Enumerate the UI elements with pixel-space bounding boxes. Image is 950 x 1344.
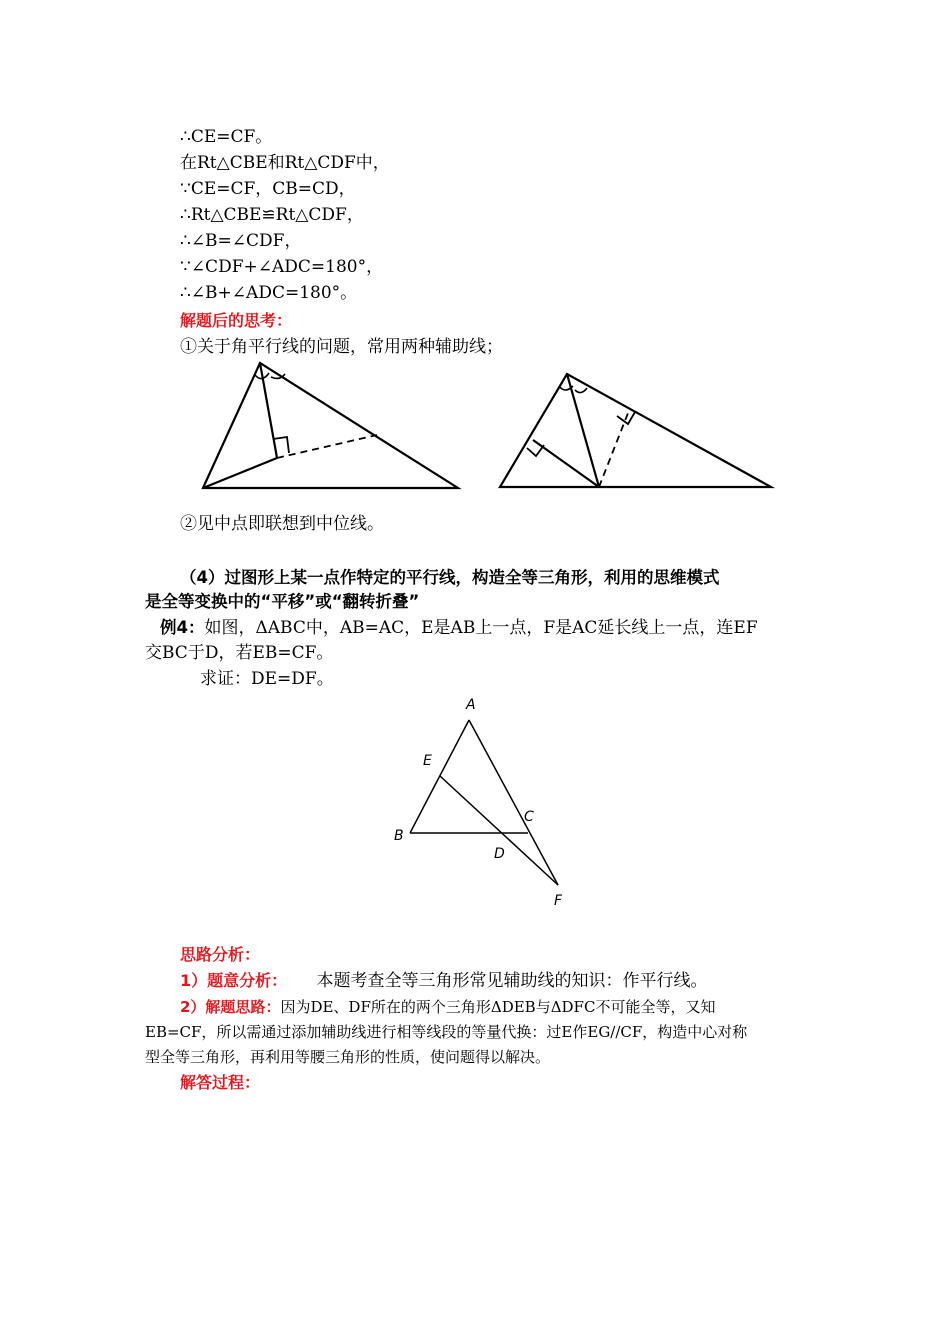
proof-line-7: ∴∠B+∠ADC=180°。 <box>180 283 358 303</box>
reflection-title: 解题后的思考： <box>180 311 293 330</box>
section-4-heading-line-2: 是全等变换中的“平移”或“翻转折叠” <box>145 592 420 611</box>
solution-title: 解答过程： <box>180 1073 261 1092</box>
example-4-line-1 <box>160 617 758 639</box>
reflection-point-2: ②见中点即联想到中位线。 <box>180 514 384 534</box>
label-a: A <box>466 697 476 713</box>
example-4-label: 例4： <box>160 618 205 637</box>
prove-statement: 求证：DE=DF。 <box>200 669 334 689</box>
example-4-line-2: 交BC于D，若EB=CF。 <box>145 643 334 663</box>
example-4-text: 如图，ΔABC中，AB=AC，E是AB上一点，F是AC延长线上一点，连EF <box>204 618 758 638</box>
proof-line-6: ∵∠CDF+∠ADC=180°， <box>180 257 384 277</box>
section-4-heading-line-1: （4）过图形上某一点作特定的平行线，构造全等三角形，利用的思维模式 <box>180 568 720 587</box>
label-c: C <box>524 809 534 825</box>
proof-line-4: ∴Rt△CBE≌Rt△CDF， <box>180 205 364 225</box>
figure-angle-bisector-left <box>195 355 465 495</box>
analysis-1 <box>180 970 708 992</box>
figure-triangle-abc <box>380 690 580 915</box>
analysis-2-text-1: 因为DE、DF所在的两个三角形ΔDEB与ΔDFC不可能全等，又知 <box>280 998 716 1016</box>
reflection-point-1: ①关于角平行线的问题，常用两种辅助线； <box>180 337 503 357</box>
proof-line-2: 在Rt△CBE和Rt△CDF中， <box>180 153 390 173</box>
analysis-2-line-1 <box>180 996 715 1018</box>
analysis-1-text: 本题考查全等三角形常见辅助线的知识：作平行线。 <box>316 971 708 991</box>
proof-line-5: ∴∠B=∠CDF， <box>180 231 302 251</box>
figure-angle-bisector-right <box>495 368 775 493</box>
analysis-1-label: 1）题意分析： <box>180 971 288 990</box>
analysis-2-line-2: EB=CF，所以需通过添加辅助线进行相等线段的等量代换：过E作EG//CF，构造中心对称 <box>145 1023 748 1041</box>
label-b: B <box>394 828 404 844</box>
proof-line-3: ∵CE=CF，CB=CD， <box>180 179 356 199</box>
analysis-2-line-3: 型全等三角形，再利用等腰三角形的性质，使问题得以解决。 <box>145 1048 551 1066</box>
proof-line-1: ∴CE=CF。 <box>180 127 273 147</box>
analysis-2-label: 2）解题思路： <box>180 998 281 1016</box>
label-e: E <box>423 753 432 769</box>
label-f: F <box>554 893 563 909</box>
analysis-title: 思路分析： <box>180 945 261 964</box>
label-d: D <box>494 846 505 862</box>
